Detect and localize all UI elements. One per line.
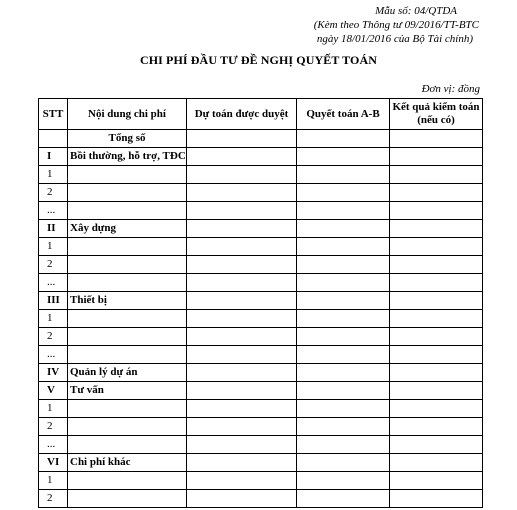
row-settlement-ab xyxy=(297,436,390,454)
row-approved-estimate xyxy=(187,436,297,454)
row-stt: 2 xyxy=(39,328,68,346)
row-content: Quản lý dự án xyxy=(68,364,187,382)
row-settlement-ab xyxy=(297,274,390,292)
row-content: Tổng số xyxy=(68,130,187,148)
row-audit-result xyxy=(390,418,483,436)
row-settlement-ab xyxy=(297,418,390,436)
row-stt: 2 xyxy=(39,490,68,508)
row-approved-estimate xyxy=(187,310,297,328)
row-settlement-ab xyxy=(297,184,390,202)
row-settlement-ab xyxy=(297,148,390,166)
row-approved-estimate xyxy=(187,202,297,220)
table-row xyxy=(39,454,483,472)
row-settlement-ab xyxy=(297,328,390,346)
unit-label: Đơn vị: đồng xyxy=(421,83,480,95)
row-settlement-ab xyxy=(297,490,390,508)
row-approved-estimate xyxy=(187,184,297,202)
row-stt: I xyxy=(39,148,68,166)
row-content: Thiết bị xyxy=(68,292,187,310)
row-content xyxy=(68,274,187,292)
circular-date: ngày 18/01/2016 của Bộ Tài chính) xyxy=(316,33,473,45)
row-settlement-ab xyxy=(297,130,390,148)
header-stt: STT xyxy=(39,99,68,130)
table-row xyxy=(39,382,483,400)
row-content xyxy=(68,472,187,490)
row-stt: 1 xyxy=(39,166,68,184)
row-stt: II xyxy=(39,220,68,238)
row-approved-estimate xyxy=(187,166,297,184)
table-header-row xyxy=(39,99,483,130)
row-audit-result xyxy=(390,292,483,310)
row-stt: ... xyxy=(39,202,68,220)
row-settlement-ab xyxy=(297,166,390,184)
table-row xyxy=(39,472,483,490)
row-stt: V xyxy=(39,382,68,400)
table-row xyxy=(39,364,483,382)
row-stt: 1 xyxy=(39,238,68,256)
table-row xyxy=(39,256,483,274)
row-approved-estimate xyxy=(187,274,297,292)
row-audit-result xyxy=(390,202,483,220)
table-row xyxy=(39,400,483,418)
row-settlement-ab xyxy=(297,238,390,256)
row-settlement-ab xyxy=(297,364,390,382)
cost-table xyxy=(38,98,483,508)
row-audit-result xyxy=(390,382,483,400)
row-content xyxy=(68,310,187,328)
row-settlement-ab xyxy=(297,472,390,490)
table-row xyxy=(39,184,483,202)
row-audit-result xyxy=(390,220,483,238)
row-approved-estimate xyxy=(187,490,297,508)
row-approved-estimate xyxy=(187,328,297,346)
table-row xyxy=(39,490,483,508)
row-content xyxy=(68,436,187,454)
row-audit-result xyxy=(390,346,483,364)
table-row xyxy=(39,310,483,328)
table-row xyxy=(39,148,483,166)
row-stt: ... xyxy=(39,346,68,364)
table-row xyxy=(39,418,483,436)
row-audit-result xyxy=(390,454,483,472)
row-stt: 2 xyxy=(39,184,68,202)
row-audit-result xyxy=(390,310,483,328)
row-settlement-ab xyxy=(297,220,390,238)
row-content xyxy=(68,490,187,508)
row-settlement-ab xyxy=(297,382,390,400)
row-settlement-ab xyxy=(297,400,390,418)
row-settlement-ab xyxy=(297,202,390,220)
row-content xyxy=(68,328,187,346)
row-approved-estimate xyxy=(187,364,297,382)
row-content xyxy=(68,238,187,256)
row-stt: 1 xyxy=(39,400,68,418)
row-stt: IV xyxy=(39,364,68,382)
row-content: Bồi thường, hỗ trợ, TĐC xyxy=(68,148,187,166)
row-audit-result xyxy=(390,436,483,454)
row-stt: 2 xyxy=(39,256,68,274)
row-content: Chi phí khác xyxy=(68,454,187,472)
row-audit-result xyxy=(390,364,483,382)
table-row xyxy=(39,220,483,238)
document-title: CHI PHÍ ĐẦU TƯ ĐỀ NGHỊ QUYẾT TOÁN xyxy=(139,53,377,67)
row-audit-result xyxy=(390,130,483,148)
row-approved-estimate xyxy=(187,400,297,418)
row-content: Tư vấn xyxy=(68,382,187,400)
row-content xyxy=(68,202,187,220)
row-stt: ... xyxy=(39,436,68,454)
row-audit-result xyxy=(390,184,483,202)
header-audit-result: Kết quả kiểm toán (nếu có) xyxy=(390,99,483,130)
row-approved-estimate xyxy=(187,238,297,256)
row-content xyxy=(68,256,187,274)
row-audit-result xyxy=(390,166,483,184)
row-approved-estimate xyxy=(187,292,297,310)
row-stt: ... xyxy=(39,274,68,292)
row-audit-result xyxy=(390,328,483,346)
row-stt xyxy=(39,130,68,148)
row-settlement-ab xyxy=(297,310,390,328)
table-body xyxy=(39,130,483,508)
row-audit-result xyxy=(390,256,483,274)
table-row xyxy=(39,202,483,220)
header-content: Nội dung chi phí xyxy=(68,99,187,130)
table-row xyxy=(39,166,483,184)
table-row xyxy=(39,274,483,292)
circular-reference: (Kèm theo Thông tư 09/2016/TT-BTC xyxy=(313,19,479,31)
header-approved-estimate: Dự toán được duyệt xyxy=(187,99,297,130)
row-audit-result xyxy=(390,148,483,166)
row-approved-estimate xyxy=(187,454,297,472)
row-stt: 2 xyxy=(39,418,68,436)
table-row xyxy=(39,328,483,346)
row-audit-result xyxy=(390,472,483,490)
row-settlement-ab xyxy=(297,454,390,472)
row-audit-result xyxy=(390,400,483,418)
row-audit-result xyxy=(390,238,483,256)
row-content xyxy=(68,166,187,184)
row-settlement-ab xyxy=(297,292,390,310)
row-approved-estimate xyxy=(187,418,297,436)
row-approved-estimate xyxy=(187,256,297,274)
table-row xyxy=(39,292,483,310)
row-content xyxy=(68,418,187,436)
row-audit-result xyxy=(390,490,483,508)
table-row xyxy=(39,346,483,364)
row-stt: III xyxy=(39,292,68,310)
row-content xyxy=(68,346,187,364)
header-settlement-ab: Quyết toán A-B xyxy=(297,99,390,130)
row-content xyxy=(68,184,187,202)
row-settlement-ab xyxy=(297,256,390,274)
row-approved-estimate xyxy=(187,472,297,490)
row-approved-estimate xyxy=(187,148,297,166)
row-content xyxy=(68,400,187,418)
row-stt: VI xyxy=(39,454,68,472)
row-approved-estimate xyxy=(187,220,297,238)
form-number: Mẫu số: 04/QTDA xyxy=(375,5,457,17)
row-approved-estimate xyxy=(187,382,297,400)
row-approved-estimate xyxy=(187,346,297,364)
row-stt: 1 xyxy=(39,310,68,328)
table-row xyxy=(39,130,483,148)
row-approved-estimate xyxy=(187,130,297,148)
row-content: Xây dựng xyxy=(68,220,187,238)
row-audit-result xyxy=(390,274,483,292)
table-row xyxy=(39,436,483,454)
row-stt: 1 xyxy=(39,472,68,490)
table-row xyxy=(39,238,483,256)
row-settlement-ab xyxy=(297,346,390,364)
